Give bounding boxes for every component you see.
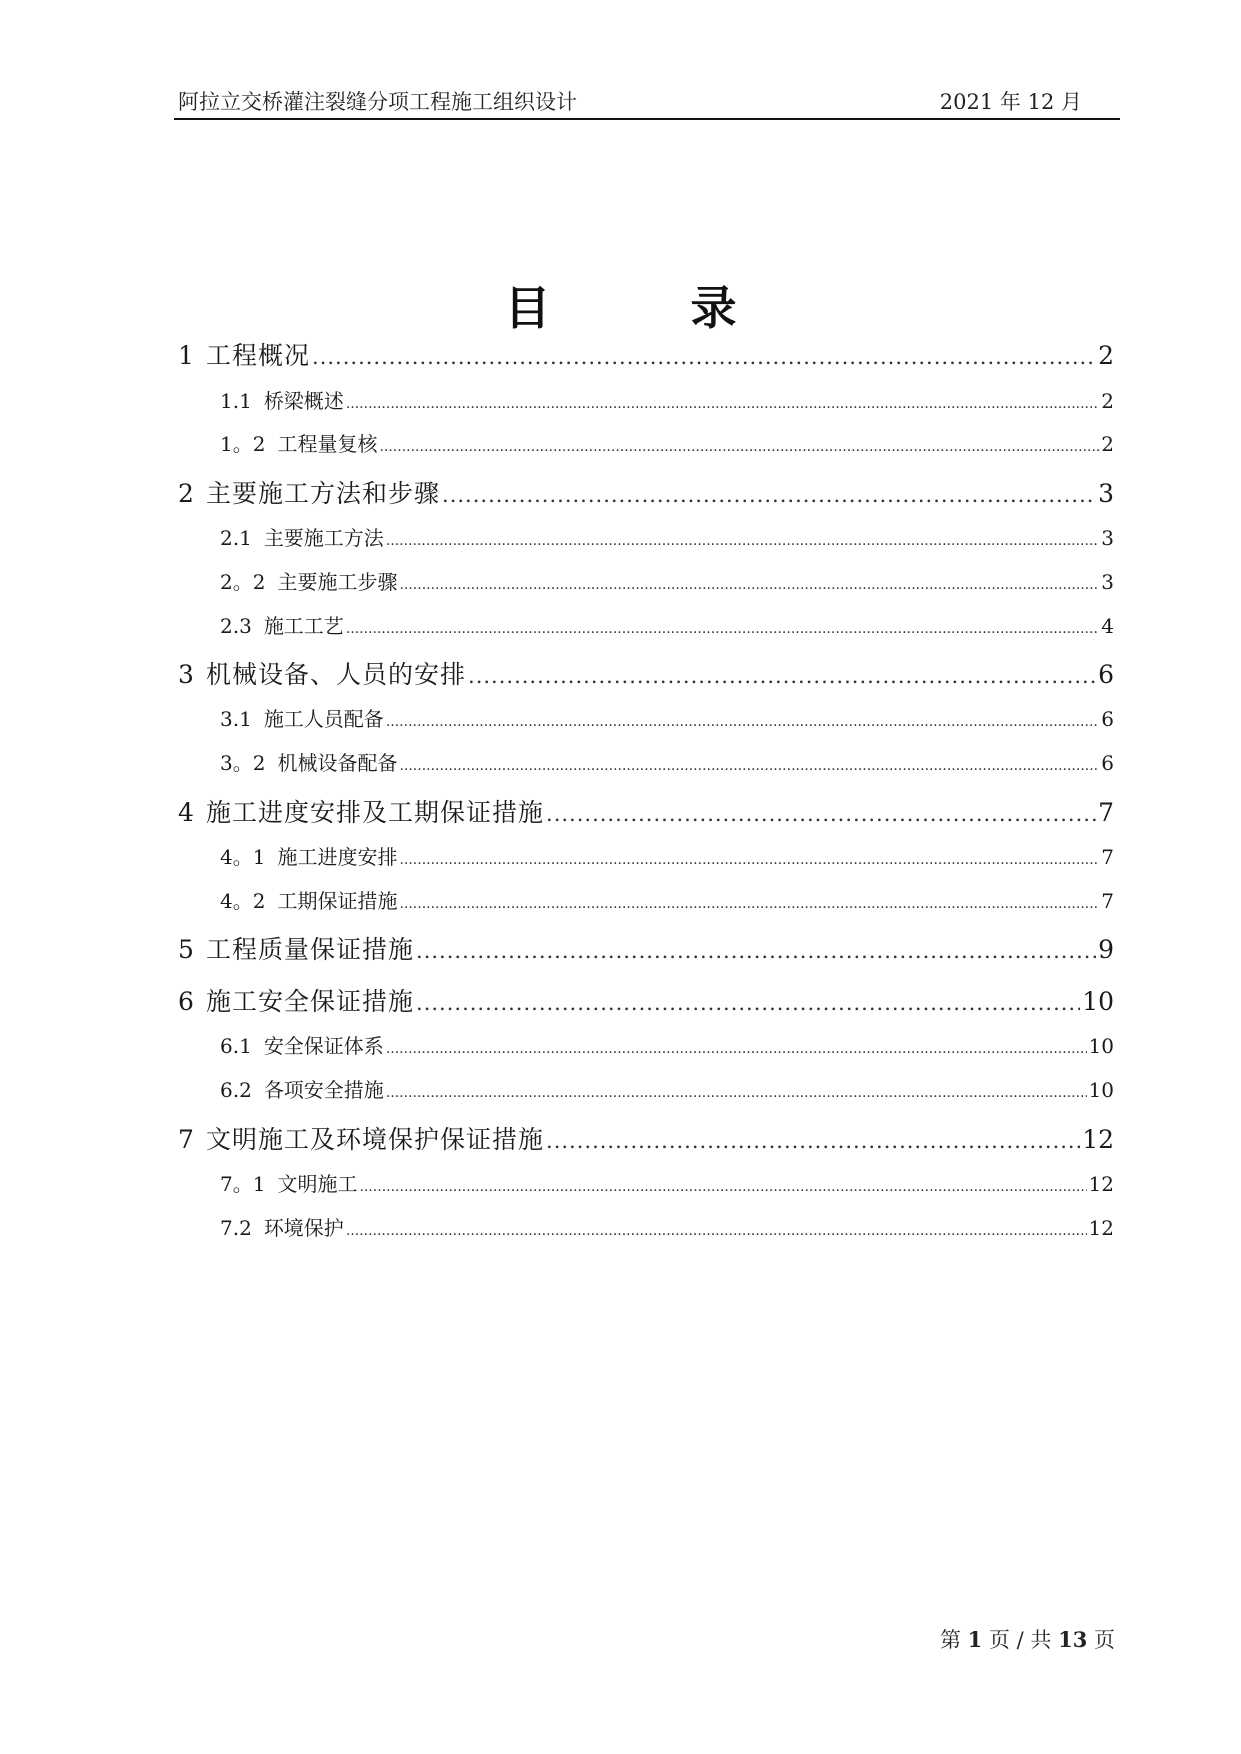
toc-entry-title: 主要施工方法和步骤 [206, 479, 441, 508]
toc-entry-title: 文明施工及环境保护保证措施 [206, 1125, 545, 1154]
toc-entry-number: 1.1 [220, 389, 252, 413]
page-footer [940, 1624, 1115, 1654]
toc-dot-leader [399, 896, 1099, 912]
toc-dot-leader [386, 1085, 1087, 1101]
toc-title [0, 272, 1241, 338]
toc-entry-title: 施工进度安排 [277, 845, 398, 869]
toc-dot-leader [346, 1223, 1087, 1239]
toc-entry-number: 2。2 [220, 570, 266, 594]
toc-entry-number: 7 [178, 1125, 194, 1154]
toc-entry-title: 施工进度安排及工期保证措施 [206, 798, 545, 827]
toc-entry-number: 3。2 [220, 751, 266, 775]
toc-entry-number: 2.3 [220, 614, 252, 638]
toc-entry-page-number: 4 [1101, 614, 1114, 638]
toc-entry-title: 机械设备、人员的安排 [206, 660, 467, 689]
toc-section-entry[interactable] [220, 1212, 1114, 1241]
toc-dot-leader [546, 1129, 1080, 1153]
toc-chapter-entry[interactable] [178, 474, 1114, 510]
toc-dot-leader [399, 852, 1099, 868]
toc-dot-leader [379, 439, 1099, 455]
toc-entry-page-number: 6 [1098, 660, 1114, 689]
toc-entry-number: 1 [178, 341, 194, 370]
toc-section-entry[interactable] [220, 885, 1114, 914]
toc-title-char-2: 录 [690, 281, 737, 335]
toc-entry-title: 桥梁概述 [263, 389, 344, 413]
toc-dot-leader [442, 483, 1096, 507]
toc-entry-number: 6 [178, 987, 194, 1016]
document-date-header: 2021 年 12 月 [939, 90, 1082, 114]
toc-entry-number: 3.1 [220, 707, 252, 731]
toc-section-entry[interactable] [220, 385, 1114, 414]
footer-suffix: 页 [1094, 1628, 1115, 1652]
toc-entry-title: 主要施工方法 [263, 526, 384, 550]
toc-dot-leader [468, 664, 1096, 688]
toc-entry-title: 工程量复核 [277, 432, 378, 456]
toc-chapter-entry[interactable] [178, 982, 1114, 1018]
toc-entry-number: 2 [178, 479, 194, 508]
toc-section-entry[interactable] [220, 566, 1114, 595]
toc-dot-leader [399, 577, 1099, 593]
toc-dot-leader [386, 533, 1099, 549]
toc-entry-title: 环境保护 [263, 1216, 344, 1240]
footer-prefix: 第 [939, 1628, 961, 1652]
toc-entry-title: 施工工艺 [263, 614, 344, 638]
toc-entry-title: 安全保证体系 [263, 1034, 384, 1058]
toc-entry-number: 7.2 [220, 1216, 252, 1240]
toc-section-entry[interactable] [220, 1168, 1114, 1197]
page-header [174, 84, 1120, 120]
toc-chapter-entry[interactable] [178, 1120, 1114, 1156]
toc-dot-leader [416, 991, 1080, 1015]
toc-dot-leader [399, 758, 1099, 774]
document-title-header: 阿拉立交桥灌注裂缝分项工程施工组织设计 [178, 90, 577, 114]
toc-dot-leader [386, 1041, 1087, 1057]
toc-entry-page-number: 7 [1101, 889, 1114, 913]
toc-entry-title: 工期保证措施 [277, 889, 398, 913]
toc-entry-number: 2.1 [220, 526, 252, 550]
toc-chapter-entry[interactable] [178, 655, 1114, 691]
toc-entry-page-number: 12 [1088, 1172, 1114, 1196]
toc-entry-number: 6.2 [220, 1078, 252, 1102]
toc-dot-leader [386, 714, 1099, 730]
toc-entry-number: 4。1 [220, 845, 266, 869]
toc-section-entry[interactable] [220, 1030, 1114, 1059]
toc-chapter-entry[interactable] [178, 793, 1114, 829]
toc-entry-title: 文明施工 [277, 1172, 358, 1196]
toc-section-entry[interactable] [220, 522, 1114, 551]
toc-chapter-entry[interactable] [178, 930, 1114, 966]
toc-dot-leader [416, 939, 1096, 963]
toc-entry-number: 7。1 [220, 1172, 266, 1196]
toc-entry-page-number: 7 [1101, 845, 1114, 869]
toc-chapter-entry[interactable] [178, 336, 1114, 372]
toc-entry-title: 各项安全措施 [263, 1078, 384, 1102]
toc-entry-number: 6.1 [220, 1034, 252, 1058]
footer-mid: 页 / 共 [988, 1628, 1052, 1652]
toc-section-entry[interactable] [220, 841, 1114, 870]
toc-entry-page-number: 2 [1101, 432, 1114, 456]
toc-entry-number: 3 [178, 660, 194, 689]
toc-dot-leader [546, 802, 1096, 826]
toc-entry-number: 5 [178, 935, 194, 964]
toc-dot-leader [346, 396, 1099, 412]
toc-section-entry[interactable] [220, 747, 1114, 776]
toc-entry-page-number: 3 [1101, 526, 1114, 550]
toc-entry-title: 机械设备配备 [277, 751, 398, 775]
toc-entry-page-number: 7 [1098, 798, 1114, 827]
toc-entry-title: 施工安全保证措施 [206, 987, 415, 1016]
toc-entry-title: 施工人员配备 [263, 707, 384, 731]
toc-dot-leader [346, 621, 1099, 637]
toc-entry-page-number: 9 [1098, 935, 1114, 964]
toc-section-entry[interactable] [220, 703, 1114, 732]
toc-section-entry[interactable] [220, 428, 1114, 457]
toc-entry-number: 4 [178, 798, 194, 827]
toc-entry-page-number: 2 [1101, 389, 1114, 413]
toc-entry-title: 主要施工步骤 [277, 570, 398, 594]
toc-entry-title: 工程概况 [206, 341, 311, 370]
toc-entry-number: 4。2 [220, 889, 266, 913]
toc-section-entry[interactable] [220, 610, 1114, 639]
toc-entry-page-number: 10 [1088, 1078, 1114, 1102]
toc-dot-leader [312, 345, 1096, 369]
toc-entry-page-number: 2 [1098, 341, 1114, 370]
toc-entry-page-number: 3 [1098, 479, 1114, 508]
toc-entry-page-number: 10 [1082, 987, 1114, 1016]
toc-entry-page-number: 12 [1082, 1125, 1114, 1154]
toc-entry-page-number: 12 [1088, 1216, 1114, 1240]
toc-entry-title: 工程质量保证措施 [206, 935, 415, 964]
toc-entry-page-number: 6 [1101, 707, 1114, 731]
toc-title-char-1: 目 [504, 281, 551, 335]
toc-entry-page-number: 10 [1088, 1034, 1114, 1058]
toc-section-entry[interactable] [220, 1074, 1114, 1103]
toc-entry-number: 1。2 [220, 432, 266, 456]
footer-total-pages: 13 [1058, 1627, 1088, 1652]
toc-dot-leader [359, 1179, 1086, 1195]
toc-entry-page-number: 3 [1101, 570, 1114, 594]
footer-current-page: 1 [967, 1627, 983, 1652]
toc-entry-page-number: 6 [1101, 751, 1114, 775]
